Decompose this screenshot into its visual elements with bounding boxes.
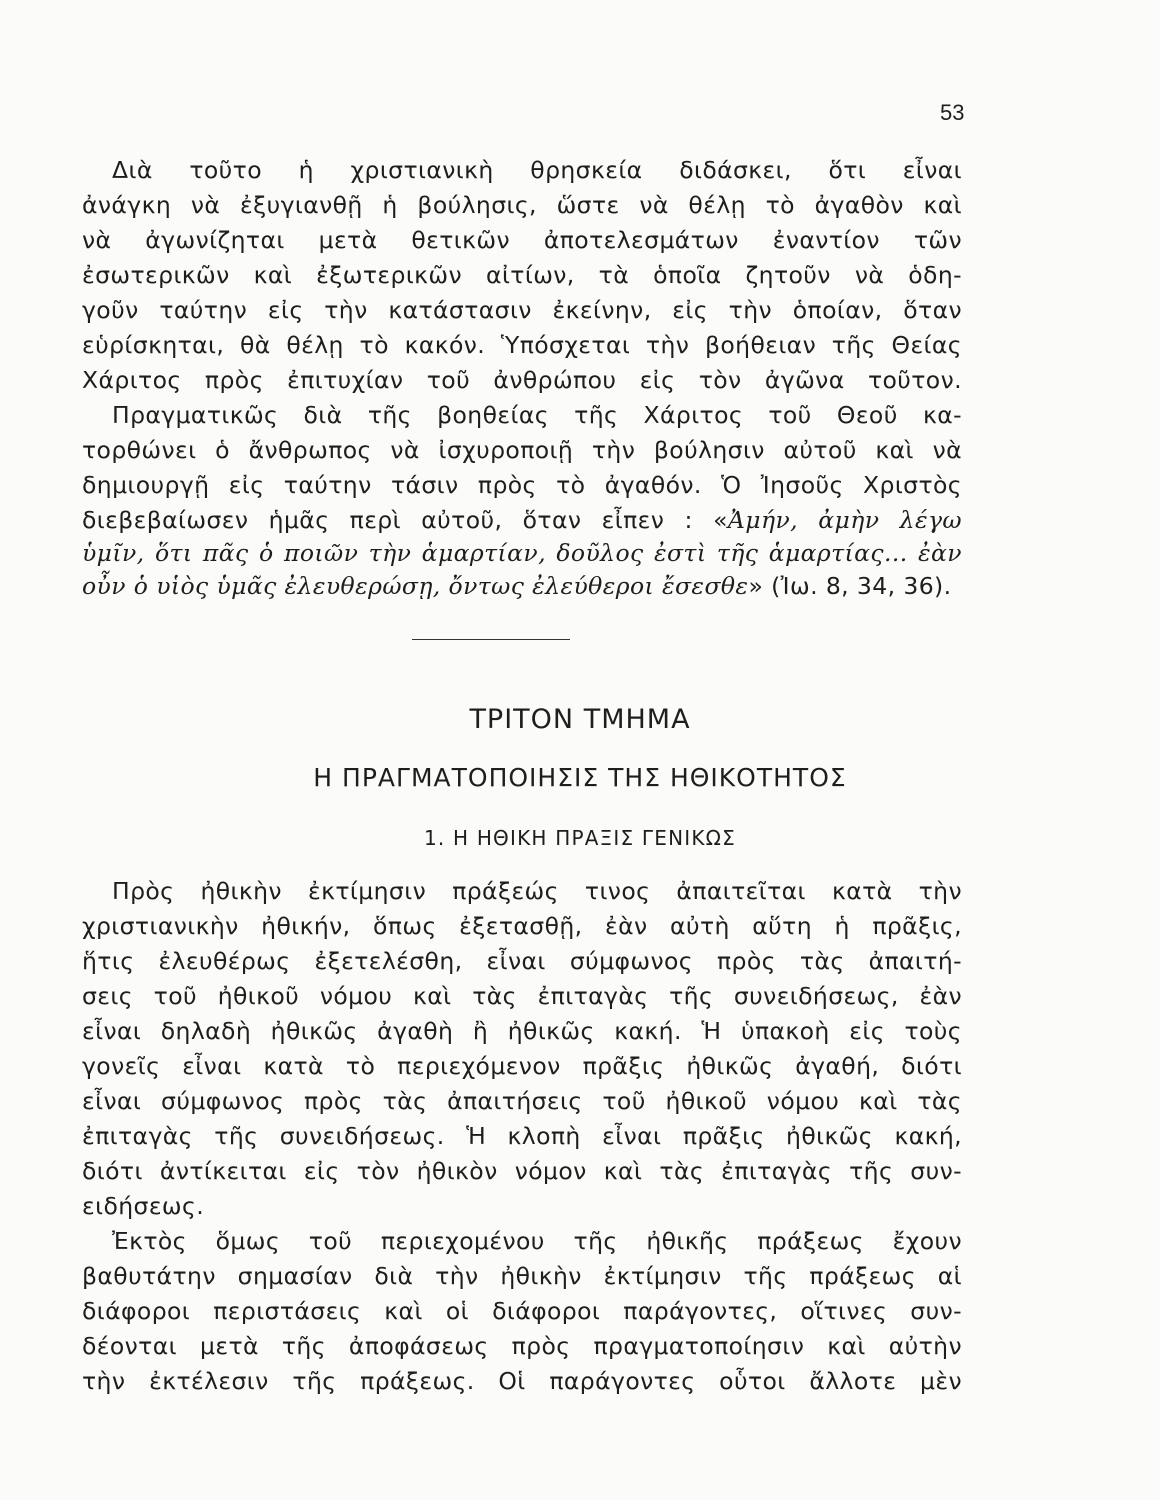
- text-line: ἐσωτερικῶν καὶ ἐξωτερικῶν αἰτίων, τὰ ὁποῖα ζητοῦν νὰ ὁδη-: [82, 261, 962, 289]
- text-line: δημιουργῇ εἰς ταύτην τάσιν πρὸς τὸ ἀγαθόν. Ὁ Ἰησοῦς Χριστὸς: [82, 471, 962, 499]
- section-divider: [412, 639, 570, 640]
- text-line: ἥτις ἐλευθέρως ἐξετελέσθη, εἶναι σύμφωνος πρὸς τὰς ἀπαιτή-: [82, 947, 962, 975]
- text-line: γονεῖς εἶναι κατὰ τὸ περιεχόμενον πρᾶξις ἠθικῶς ἀγαθή, διότι: [82, 1052, 962, 1080]
- text-line: ἀνάγκη νὰ ἐξυγιανθῇ ἡ βούλησις, ὥστε νὰ θέλῃ τὸ ἀγαθὸν καὶ: [82, 191, 962, 219]
- scripture-quote: οὖν ὁ υἱὸς ὑμᾶς ἐλευθερώσῃ, ὄντως ἐλεύθεροι ἔσεσθε: [82, 572, 749, 600]
- scripture-quote: Ἀμήν, ἀμὴν λέγω: [727, 506, 962, 534]
- section-title: ΤΡΙΤΟΝ ΤΜΗΜΑ: [469, 704, 691, 735]
- text-line: ειδήσεως.: [82, 1192, 205, 1220]
- text-line: [82, 505, 962, 535]
- citation: » (Ἰω. 8, 34, 36).: [748, 572, 952, 600]
- text-line: Ἐκτὸς ὅμως τοῦ περιεχομένου τῆς ἠθικῆς πράξεως ἔχουν: [112, 1227, 962, 1255]
- page-number: 53: [940, 100, 965, 125]
- text-line: τορθώνει ὁ ἄνθρωπος νὰ ἰσχυροποιῇ τὴν βούλησιν αὐτοῦ καὶ νὰ: [82, 436, 962, 464]
- text-line: Πρὸς ἠθικὴν ἐκτίμησιν πράξεώς τινος ἀπαιτεῖται κατὰ τὴν: [112, 877, 962, 905]
- text-line: Διὰ τοῦτο ἡ χριστιανικὴ θρησκεία διδάσκει, ὅτι εἶναι: [112, 156, 962, 184]
- text-line: εἶναι δηλαδὴ ἠθικῶς ἀγαθὴ ἢ ἠθικῶς κακή. Ἡ ὑπακοὴ εἰς τοὺς: [82, 1017, 962, 1045]
- text-line: σεις τοῦ ἠθικοῦ νόμου καὶ τὰς ἐπιταγὰς τῆς συνειδήσεως, ἐὰν: [82, 982, 962, 1010]
- text-line: βαθυτάτην σημασίαν διὰ τὴν ἠθικὴν ἐκτίμησιν τῆς πράξεως αἱ: [82, 1262, 962, 1290]
- text-line: χριστιανικὴν ἠθικήν, ὅπως ἐξετασθῇ, ἐὰν αὐτὴ αὕτη ἡ πρᾶξις,: [82, 912, 962, 940]
- text-line: τὴν ἐκτέλεσιν τῆς πράξεως. Οἱ παράγοντες οὗτοι ἄλλοτε μὲν: [82, 1367, 962, 1395]
- text-line: εὑρίσκηται, θὰ θέλῃ τὸ κακόν. Ὑπόσχεται τὴν βοήθειαν τῆς Θείας: [82, 331, 962, 359]
- section-subtitle: Η ΠΡΑΓΜΑΤΟΠΟΙΗΣΙΣ ΤΗΣ ΗΘΙΚΟΤΗΤΟΣ: [313, 763, 847, 792]
- text-line: [82, 571, 962, 601]
- text-line: Πραγματικῶς διὰ τῆς βοηθείας τῆς Χάριτος τοῦ Θεοῦ κα-: [112, 401, 962, 429]
- chapter-title: 1. Η ΗΘΙΚΗ ΠΡΑΞΙΣ ΓΕΝΙΚΩΣ: [423, 826, 736, 850]
- text-line: γοῦν ταύτην εἰς τὴν κατάστασιν ἐκείνην, εἰς τὴν ὁποίαν, ὅταν: [82, 296, 962, 324]
- scripture-quote: ὑμῖν, ὅτι πᾶς ὁ ποιῶν τὴν ἁμαρτίαν, δοῦλος ἐστὶ τῆς ἁμαρτίας... ἐὰν: [82, 539, 962, 567]
- text: διεβεβαίωσεν ἡμᾶς περὶ αὐτοῦ, ὅταν εἶπεν : «: [82, 506, 728, 534]
- text-line: εἶναι σύμφωνος πρὸς τὰς ἀπαιτήσεις τοῦ ἠθικοῦ νόμου καὶ τὰς: [82, 1087, 962, 1115]
- text-line: διότι ἀντίκειται εἰς τὸν ἠθικὸν νόμον καὶ τὰς ἐπιταγὰς τῆς συν-: [82, 1157, 962, 1185]
- text-line: διάφοροι περιστάσεις καὶ οἱ διάφοροι παράγοντες, οἵτινες συν-: [82, 1297, 962, 1325]
- text-line: νὰ ἀγωνίζηται μετὰ θετικῶν ἀποτελεσμάτων ἐναντίον τῶν: [82, 226, 962, 254]
- text-line: Χάριτος πρὸς ἐπιτυχίαν τοῦ ἀνθρώπου εἰς τὸν ἀγῶνα τοῦτον.: [82, 366, 962, 394]
- text-line: ἐπιταγὰς τῆς συνειδήσεως. Ἡ κλοπὴ εἶναι πρᾶξις ἠθικῶς κακή,: [82, 1122, 962, 1150]
- text-line: δέονται μετὰ τῆς ἀποφάσεως πρὸς πραγματοποίησιν καὶ αὐτὴν: [82, 1332, 962, 1360]
